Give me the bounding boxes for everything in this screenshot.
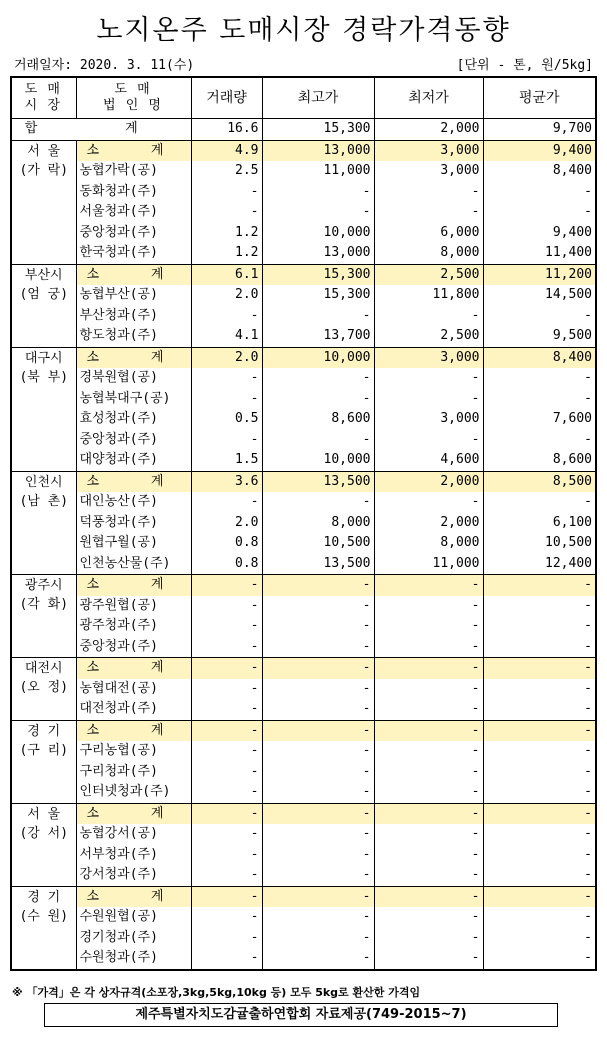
corp-name: 중앙청과(주) — [76, 223, 191, 244]
corp-name: 덕풍청과(주) — [76, 513, 191, 534]
volume-cell: 2.0 — [191, 285, 262, 306]
max-cell: - — [262, 762, 374, 783]
region-line: (오 정) — [19, 680, 69, 695]
table-row — [11, 368, 596, 389]
region-line: (가 락) — [19, 162, 69, 178]
min-cell: 11,800 — [374, 285, 483, 306]
market-region — [11, 720, 76, 803]
min-cell: - — [374, 886, 483, 907]
volume-cell: - — [191, 389, 262, 410]
table-row — [11, 907, 596, 928]
table-row — [11, 492, 596, 513]
max-cell: - — [262, 679, 374, 700]
volume-cell: - — [191, 928, 262, 949]
max-cell: 10,500 — [262, 533, 374, 554]
volume-cell: - — [191, 907, 262, 928]
subtotal-row — [11, 803, 596, 824]
market-region — [11, 658, 76, 721]
table-row — [11, 223, 596, 244]
max-cell: - — [262, 596, 374, 617]
min-cell: - — [374, 306, 483, 327]
page-title: 노지온주 도매시장 경락가격동향 — [96, 15, 511, 46]
volume-cell: - — [191, 948, 262, 970]
avg-cell: 8,400 — [483, 347, 596, 368]
max-cell: - — [262, 637, 374, 658]
avg-cell: 11,200 — [483, 264, 596, 285]
avg-cell: - — [483, 865, 596, 886]
min-cell: - — [374, 596, 483, 617]
max-cell: 15,300 — [262, 285, 374, 306]
min-cell: 2,000 — [374, 471, 483, 492]
corp-name: 소 계 — [76, 347, 191, 368]
volume-cell: - — [191, 741, 262, 762]
volume-cell: - — [191, 762, 262, 783]
avg-cell: - — [483, 720, 596, 741]
volume-cell: - — [191, 637, 262, 658]
subtotal-row — [11, 471, 596, 492]
avg-cell: 11,400 — [483, 243, 596, 264]
header-corp: 도 매 법 인 명 — [76, 77, 191, 119]
volume-cell: - — [191, 306, 262, 327]
min-cell: 8,000 — [374, 533, 483, 554]
price-table — [10, 76, 597, 971]
total-max: 15,300 — [262, 119, 374, 141]
total-row — [11, 119, 596, 141]
min-cell: - — [374, 637, 483, 658]
table-row — [11, 782, 596, 803]
min-cell: - — [374, 782, 483, 803]
region-line: (수 원) — [19, 908, 69, 924]
avg-cell: 9,400 — [483, 140, 596, 161]
table-row — [11, 596, 596, 617]
avg-cell: 12,400 — [483, 554, 596, 575]
avg-cell: - — [483, 616, 596, 637]
table-row — [11, 948, 596, 970]
min-cell: 3,000 — [374, 409, 483, 430]
max-cell: - — [262, 492, 374, 513]
region-line: (강 서) — [19, 825, 69, 841]
region-line: 서 울 — [27, 806, 61, 822]
header-min: 최저가 — [374, 77, 483, 119]
table-row — [11, 243, 596, 264]
table-row — [11, 285, 596, 306]
table-row — [11, 409, 596, 430]
volume-cell: - — [191, 202, 262, 223]
volume-cell: 0.8 — [191, 554, 262, 575]
avg-cell: - — [483, 782, 596, 803]
table-row — [11, 554, 596, 575]
corp-name: 소 계 — [76, 140, 191, 161]
region-line: 경 기 — [27, 723, 61, 739]
max-cell: - — [262, 845, 374, 866]
corp-name: 경기청과(주) — [76, 928, 191, 949]
source-box: 제주특별자치도감귤출하연합회 자료제공(749-2015~7) — [44, 1003, 558, 1027]
min-cell: - — [374, 616, 483, 637]
corp-name: 농협부산(공) — [76, 285, 191, 306]
max-cell: - — [262, 430, 374, 451]
max-cell: 8,600 — [262, 409, 374, 430]
min-cell: 3,000 — [374, 347, 483, 368]
volume-cell: - — [191, 824, 262, 845]
avg-cell: - — [483, 389, 596, 410]
max-cell: - — [262, 699, 374, 720]
avg-cell: - — [483, 575, 596, 596]
max-cell: 10,000 — [262, 223, 374, 244]
region-line: (엄 궁) — [19, 286, 69, 302]
avg-cell: - — [483, 679, 596, 700]
region-line: (북 부) — [19, 369, 69, 385]
table-row — [11, 824, 596, 845]
avg-cell: - — [483, 182, 596, 203]
avg-cell: - — [483, 907, 596, 928]
avg-cell: - — [483, 762, 596, 783]
max-cell: - — [262, 824, 374, 845]
table-row — [11, 326, 596, 347]
volume-cell: - — [191, 182, 262, 203]
corp-name: 소 계 — [76, 575, 191, 596]
min-cell: - — [374, 430, 483, 451]
region-line: 부산시 — [24, 267, 63, 283]
table-row — [11, 865, 596, 886]
min-cell: - — [374, 741, 483, 762]
table-row — [11, 741, 596, 762]
avg-cell: - — [483, 658, 596, 679]
avg-cell: 8,400 — [483, 161, 596, 182]
corp-name: 농협대전(공) — [76, 679, 191, 700]
corp-name: 경북원협(공) — [76, 368, 191, 389]
header-max: 최고가 — [262, 77, 374, 119]
unit-label: [단위 - 톤, 원/5kg] — [456, 58, 593, 73]
max-cell: 10,000 — [262, 450, 374, 471]
max-cell: - — [262, 741, 374, 762]
table-row — [11, 513, 596, 534]
corp-name: 효성청과(주) — [76, 409, 191, 430]
volume-cell: - — [191, 596, 262, 617]
corp-name: 항도청과(주) — [76, 326, 191, 347]
corp-name: 광주원협(공) — [76, 596, 191, 617]
min-cell: - — [374, 492, 483, 513]
max-cell: 15,300 — [262, 264, 374, 285]
volume-cell: 4.9 — [191, 140, 262, 161]
avg-cell: - — [483, 430, 596, 451]
avg-cell: - — [483, 202, 596, 223]
min-cell: - — [374, 699, 483, 720]
volume-cell: - — [191, 492, 262, 513]
avg-cell: - — [483, 824, 596, 845]
region-line: 광주시 — [24, 578, 63, 593]
total-label: 합 계 — [11, 119, 191, 141]
region-line: (구 리) — [19, 742, 69, 758]
table-row — [11, 450, 596, 471]
total-volume: 16.6 — [191, 119, 262, 141]
max-cell: 11,000 — [262, 161, 374, 182]
corp-name: 서부청과(주) — [76, 845, 191, 866]
corp-name: 소 계 — [76, 658, 191, 679]
avg-cell: - — [483, 845, 596, 866]
avg-cell: - — [483, 596, 596, 617]
max-cell: - — [262, 306, 374, 327]
total-avg: 9,700 — [483, 119, 596, 141]
corp-name: 인천농산물(주) — [76, 554, 191, 575]
min-cell: - — [374, 679, 483, 700]
avg-cell: 8,500 — [483, 471, 596, 492]
table-row — [11, 430, 596, 451]
corp-name: 인터넷청과(주) — [76, 782, 191, 803]
avg-cell: - — [483, 637, 596, 658]
region-line: 인천시 — [24, 474, 63, 490]
region-line: 경 기 — [27, 889, 61, 905]
min-cell: - — [374, 803, 483, 824]
volume-cell: 2.0 — [191, 347, 262, 368]
market-region — [11, 347, 76, 471]
min-cell: 4,600 — [374, 450, 483, 471]
min-cell: 6,000 — [374, 223, 483, 244]
volume-cell: - — [191, 845, 262, 866]
max-cell: - — [262, 389, 374, 410]
subtotal-row — [11, 720, 596, 741]
avg-cell: - — [483, 306, 596, 327]
subtotal-row — [11, 886, 596, 907]
volume-cell: - — [191, 679, 262, 700]
min-cell: 11,000 — [374, 554, 483, 575]
max-cell: 13,700 — [262, 326, 374, 347]
subtotal-row — [11, 140, 596, 161]
table-row — [11, 202, 596, 223]
subtotal-row — [11, 575, 596, 596]
avg-cell: - — [483, 368, 596, 389]
avg-cell: 14,500 — [483, 285, 596, 306]
min-cell: - — [374, 389, 483, 410]
corp-name: 수원원협(공) — [76, 907, 191, 928]
corp-name: 소 계 — [76, 264, 191, 285]
market-region — [11, 886, 76, 970]
volume-cell: - — [191, 886, 262, 907]
max-cell: - — [262, 907, 374, 928]
volume-cell: 1.2 — [191, 223, 262, 244]
header-volume: 거래량 — [191, 77, 262, 119]
max-cell: - — [262, 803, 374, 824]
min-cell: 2,500 — [374, 264, 483, 285]
corp-name: 소 계 — [76, 471, 191, 492]
min-cell: - — [374, 845, 483, 866]
avg-cell: - — [483, 948, 596, 970]
min-cell: - — [374, 575, 483, 596]
corp-name: 수원청과(주) — [76, 948, 191, 970]
avg-cell: - — [483, 886, 596, 907]
subtotal-row — [11, 658, 596, 679]
corp-name: 소 계 — [76, 803, 191, 824]
volume-cell: 4.1 — [191, 326, 262, 347]
market-region — [11, 140, 76, 264]
meta-bar — [14, 54, 593, 73]
avg-cell: 9,400 — [483, 223, 596, 244]
max-cell: 10,000 — [262, 347, 374, 368]
volume-cell: 3.6 — [191, 471, 262, 492]
corp-name: 원협구월(공) — [76, 533, 191, 554]
region-line: 대전시 — [24, 661, 63, 676]
min-cell: - — [374, 720, 483, 741]
subtotal-row — [11, 347, 596, 368]
max-cell: - — [262, 948, 374, 970]
corp-name: 광주청과(주) — [76, 616, 191, 637]
table-row — [11, 533, 596, 554]
min-cell: - — [374, 824, 483, 845]
volume-cell: - — [191, 575, 262, 596]
table-row — [11, 762, 596, 783]
subtotal-row — [11, 264, 596, 285]
volume-cell: 0.8 — [191, 533, 262, 554]
max-cell: 8,000 — [262, 513, 374, 534]
corp-name: 서울청과(주) — [76, 202, 191, 223]
min-cell: - — [374, 182, 483, 203]
corp-name: 소 계 — [76, 886, 191, 907]
max-cell: - — [262, 368, 374, 389]
max-cell: - — [262, 616, 374, 637]
table-row — [11, 306, 596, 327]
table-row — [11, 699, 596, 720]
region-line: 서 울 — [27, 143, 61, 159]
volume-cell: - — [191, 782, 262, 803]
max-cell: - — [262, 720, 374, 741]
corp-name: 동화청과(주) — [76, 182, 191, 203]
avg-cell: - — [483, 492, 596, 513]
header-avg: 평균가 — [483, 77, 596, 119]
min-cell: - — [374, 907, 483, 928]
corp-name: 중앙청과(주) — [76, 430, 191, 451]
volume-cell: - — [191, 616, 262, 637]
volume-cell: - — [191, 699, 262, 720]
header-market: 도 매 시 장 — [11, 77, 76, 119]
corp-name: 강서청과(주) — [76, 865, 191, 886]
corp-name: 구리농협(공) — [76, 741, 191, 762]
corp-name: 대전청과(주) — [76, 699, 191, 720]
table-row — [11, 616, 596, 637]
total-min: 2,000 — [374, 119, 483, 141]
table-row — [11, 845, 596, 866]
market-region — [11, 803, 76, 886]
footnote: ※ 「가격」은 각 상자규격(소포장,3kg,5kg,10kg 등) 모두 5kg로 환산한 가격임 — [12, 986, 421, 999]
market-region — [11, 471, 76, 575]
avg-cell: 8,600 — [483, 450, 596, 471]
region-line: 대구시 — [24, 350, 63, 366]
avg-cell: - — [483, 741, 596, 762]
table-row — [11, 928, 596, 949]
volume-cell: - — [191, 430, 262, 451]
avg-cell: 7,600 — [483, 409, 596, 430]
avg-cell: 10,500 — [483, 533, 596, 554]
max-cell: - — [262, 575, 374, 596]
volume-cell: 6.1 — [191, 264, 262, 285]
volume-cell: - — [191, 720, 262, 741]
volume-cell: - — [191, 368, 262, 389]
volume-cell: - — [191, 865, 262, 886]
min-cell: - — [374, 948, 483, 970]
header-row — [11, 77, 596, 119]
min-cell: - — [374, 865, 483, 886]
min-cell: - — [374, 762, 483, 783]
corp-name: 중앙청과(주) — [76, 637, 191, 658]
table-row — [11, 182, 596, 203]
max-cell: - — [262, 886, 374, 907]
min-cell: - — [374, 368, 483, 389]
corp-name: 대양청과(주) — [76, 450, 191, 471]
min-cell: 8,000 — [374, 243, 483, 264]
min-cell: 2,500 — [374, 326, 483, 347]
trade-date: 거래일자: 2020. 3. 11(수) — [14, 58, 195, 73]
table-row — [11, 161, 596, 182]
min-cell: 2,000 — [374, 513, 483, 534]
corp-name: 농협가락(공) — [76, 161, 191, 182]
corp-name: 대인농산(주) — [76, 492, 191, 513]
region-line: (각 화) — [19, 597, 69, 612]
volume-cell: 0.5 — [191, 409, 262, 430]
corp-name: 농협강서(공) — [76, 824, 191, 845]
market-region — [11, 264, 76, 347]
max-cell: 13,500 — [262, 471, 374, 492]
volume-cell: 1.5 — [191, 450, 262, 471]
corp-name: 구리청과(주) — [76, 762, 191, 783]
region-line: (남 촌) — [19, 493, 69, 509]
max-cell: - — [262, 658, 374, 679]
table-row — [11, 679, 596, 700]
volume-cell: 2.5 — [191, 161, 262, 182]
market-region — [11, 575, 76, 658]
volume-cell: 2.0 — [191, 513, 262, 534]
max-cell: 13,000 — [262, 243, 374, 264]
avg-cell: - — [483, 699, 596, 720]
avg-cell: - — [483, 928, 596, 949]
min-cell: 3,000 — [374, 161, 483, 182]
volume-cell: 1.2 — [191, 243, 262, 264]
min-cell: - — [374, 928, 483, 949]
table-row — [11, 637, 596, 658]
avg-cell: 9,500 — [483, 326, 596, 347]
volume-cell: - — [191, 803, 262, 824]
volume-cell: - — [191, 658, 262, 679]
corp-name: 한국청과(주) — [76, 243, 191, 264]
max-cell: - — [262, 928, 374, 949]
max-cell: 13,500 — [262, 554, 374, 575]
min-cell: - — [374, 658, 483, 679]
max-cell: - — [262, 782, 374, 803]
corp-name: 부산청과(주) — [76, 306, 191, 327]
table-row — [11, 389, 596, 410]
max-cell: - — [262, 182, 374, 203]
avg-cell: - — [483, 803, 596, 824]
corp-name: 농협북대구(공) — [76, 389, 191, 410]
corp-name: 소 계 — [76, 720, 191, 741]
max-cell: - — [262, 865, 374, 886]
min-cell: 3,000 — [374, 140, 483, 161]
avg-cell: 6,100 — [483, 513, 596, 534]
min-cell: - — [374, 202, 483, 223]
max-cell: - — [262, 202, 374, 223]
max-cell: 13,000 — [262, 140, 374, 161]
